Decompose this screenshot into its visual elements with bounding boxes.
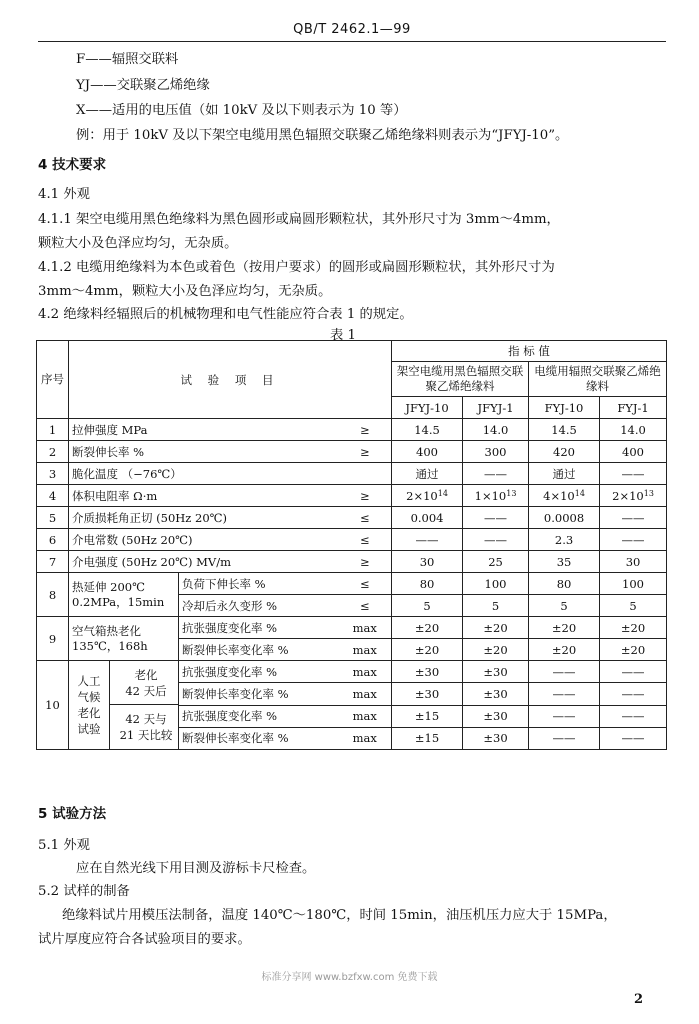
row-no: 2 <box>37 441 69 463</box>
row-item: 抗张强度变化率 % <box>179 705 339 727</box>
cell-value: ±20 <box>392 639 463 661</box>
condition-line: 气候 <box>77 690 101 704</box>
aging-42-days <box>110 661 178 705</box>
value-mantissa: 4×10 <box>543 488 575 503</box>
table-row <box>37 419 667 441</box>
code-fyj1: FYJ-1 <box>600 397 667 419</box>
table-row <box>37 551 667 573</box>
row-op: max <box>339 727 392 749</box>
section-5-title: 5 试验方法 <box>38 806 107 822</box>
header-rule <box>38 41 666 42</box>
code-jfyj10: JFYJ-10 <box>392 397 463 419</box>
cell-value: —— <box>600 683 667 705</box>
spec-table <box>36 340 667 750</box>
row-item: 断裂伸长率变化率 % <box>179 727 339 749</box>
section-4-title: 4 技术要求 <box>38 157 107 173</box>
row-item: 断裂伸长率 % <box>69 441 339 463</box>
row-op: ≥ <box>339 551 392 573</box>
cell-value: 100 <box>463 573 529 595</box>
cell-value: —— <box>463 463 529 485</box>
cell-value: 5 <box>529 595 600 617</box>
row-op: max <box>339 705 392 727</box>
row-condition <box>69 617 179 661</box>
row-op: ≤ <box>339 573 392 595</box>
table-row <box>37 661 667 683</box>
row-no: 10 <box>37 661 69 750</box>
cell-value: —— <box>392 529 463 551</box>
row-item: 介电常数 (50Hz 20℃) <box>69 529 339 551</box>
section-4-1-2-line1: 4.1.2 电缆用绝缘料为本色或着色（按用户要求）的圆形或扁圆形颗粒状，其外形尺寸为 <box>38 260 555 275</box>
cell-value: ±15 <box>392 705 463 727</box>
cell-value: —— <box>600 727 667 749</box>
row-item: 负荷下伸长率 % <box>179 573 339 595</box>
row-item: 断裂伸长率变化率 % <box>179 683 339 705</box>
condition-line: 空气箱热老化 <box>72 623 141 638</box>
cell-value: ±30 <box>392 683 463 705</box>
cell-value: 80 <box>529 573 600 595</box>
section-4-2: 4.2 绝缘料经辐照后的机械物理和电气性能应符合表 1 的规定。 <box>38 307 413 322</box>
row-condition <box>69 661 179 750</box>
row-no: 9 <box>37 617 69 661</box>
cell-value: ±30 <box>463 727 529 749</box>
cell-value: 30 <box>600 551 667 573</box>
cell-value: —— <box>529 705 600 727</box>
code-jfyj1: JFYJ-1 <box>463 397 529 419</box>
section-4-1-1-line1: 4.1.1 架空电缆用黑色绝缘料为黑色圆形或扁圆形颗粒状，其外形尺寸为 3mm～4mm， <box>38 212 560 227</box>
code-fyj10: FYJ-10 <box>529 397 600 419</box>
row-op <box>339 463 392 485</box>
cell-value: —— <box>529 683 600 705</box>
cell-value: 5 <box>463 595 529 617</box>
cell-value: 35 <box>529 551 600 573</box>
cell-value: —— <box>463 529 529 551</box>
section-5-2: 5.2 试样的制备 <box>38 884 130 899</box>
condition-line: 人工 <box>77 674 101 688</box>
cell-value: ±20 <box>463 639 529 661</box>
header-no: 序号 <box>37 341 69 419</box>
cell-value: ±30 <box>463 683 529 705</box>
cell-value: 25 <box>463 551 529 573</box>
table-row <box>37 529 667 551</box>
cell-value: —— <box>529 661 600 683</box>
row-no: 6 <box>37 529 69 551</box>
row-op: max <box>339 661 392 683</box>
value-exponent: 14 <box>574 488 585 498</box>
cell-value: ±20 <box>529 639 600 661</box>
condition-line: 21 天比较 <box>119 728 173 742</box>
row-item: 抗张强度变化率 % <box>179 661 339 683</box>
table-row <box>37 485 667 507</box>
page-header-code: QB/T 2462.1—99 <box>293 22 411 37</box>
cell-value: 通过 <box>529 463 600 485</box>
cell-value: ±20 <box>392 617 463 639</box>
row-item: 拉伸强度 MPa <box>69 419 339 441</box>
row-op: ≤ <box>339 507 392 529</box>
section-4-1-2-line2: 3mm～4mm，颗粒大小及色泽应均匀，无杂质。 <box>38 284 332 299</box>
condition-line: 老化 <box>77 706 101 720</box>
cell-value: 300 <box>463 441 529 463</box>
cell-value: 80 <box>392 573 463 595</box>
row-op: ≥ <box>339 485 392 507</box>
weathering-label <box>69 661 110 749</box>
section-5-2-line1: 绝缘料试片用模压法制备，温度 140℃～180℃，时间 15min，油压机压力应大于 15MPa， <box>62 908 617 923</box>
cell-value: 14.0 <box>600 419 667 441</box>
cell-value: 通过 <box>392 463 463 485</box>
cell-value: ±30 <box>463 661 529 683</box>
header-value: 指 标 值 <box>392 341 667 362</box>
value-exponent: 14 <box>437 488 448 498</box>
section-4-1: 4.1 外观 <box>38 187 90 202</box>
value-mantissa: 2×10 <box>406 488 438 503</box>
row-no: 5 <box>37 507 69 529</box>
cell-value <box>529 485 600 507</box>
cell-value: 14.5 <box>392 419 463 441</box>
row-no: 1 <box>37 419 69 441</box>
cell-value: ±20 <box>463 617 529 639</box>
cell-value <box>463 485 529 507</box>
cell-value: 30 <box>392 551 463 573</box>
header-group-cable: 电缆用辐照交联聚乙烯绝缘料 <box>529 362 667 397</box>
row-item: 脆化温度 （−76℃） <box>69 463 339 485</box>
condition-line: 热延伸 200℃ <box>72 579 145 594</box>
row-op: ≤ <box>339 595 392 617</box>
condition-line: 老化 <box>134 667 158 682</box>
row-item: 抗张强度变化率 % <box>179 617 339 639</box>
condition-line: 42 天后 <box>125 683 167 698</box>
def-x: X——适用的电压值（如 10kV 及以下则表示为 10 等） <box>76 103 407 118</box>
table-row <box>37 507 667 529</box>
def-f: F——辐照交联料 <box>76 52 179 67</box>
condition-line: 42 天与 <box>125 712 167 726</box>
condition-line: 135℃，168h <box>72 638 148 653</box>
row-op: ≤ <box>339 529 392 551</box>
section-5-2-line2: 试片厚度应符合各试验项目的要求。 <box>38 932 251 947</box>
cell-value: ±15 <box>392 727 463 749</box>
row-no: 4 <box>37 485 69 507</box>
cell-value: —— <box>463 507 529 529</box>
cell-value: —— <box>600 507 667 529</box>
cell-value: ±30 <box>392 661 463 683</box>
cell-value: ±20 <box>529 617 600 639</box>
row-condition <box>69 573 179 617</box>
row-item: 介电强度 (50Hz 20℃) MV/m <box>69 551 339 573</box>
cell-value: 420 <box>529 441 600 463</box>
cell-value: —— <box>600 661 667 683</box>
cell-value: —— <box>600 463 667 485</box>
cell-value: 14.0 <box>463 419 529 441</box>
page-number: 2 <box>634 992 644 1007</box>
aging-42-vs-21-days <box>110 705 178 749</box>
row-no: 7 <box>37 551 69 573</box>
cell-value <box>392 485 463 507</box>
cell-value <box>600 485 667 507</box>
row-op: max <box>339 683 392 705</box>
section-5-1: 5.1 外观 <box>38 838 90 853</box>
cell-value: 14.5 <box>529 419 600 441</box>
row-item: 冷却后永久变形 % <box>179 595 339 617</box>
section-5-1-text: 应在自然光线下用目测及游标卡尺检查。 <box>76 861 316 876</box>
cell-value: —— <box>600 529 667 551</box>
row-no: 3 <box>37 463 69 485</box>
cell-value: 0.0008 <box>529 507 600 529</box>
header-item: 试 验 项 目 <box>69 341 392 419</box>
section-4-1-1-line2: 颗粒大小及色泽应均匀，无杂质。 <box>38 236 238 251</box>
value-mantissa: 2×10 <box>612 488 644 503</box>
table-caption: 表 1 <box>330 328 356 343</box>
cell-value: —— <box>529 727 600 749</box>
row-op: ≥ <box>339 419 392 441</box>
cell-value: 5 <box>600 595 667 617</box>
table-row <box>37 573 667 595</box>
header-group-overhead: 架空电缆用黑色辐照交联聚乙烯绝缘料 <box>392 362 529 397</box>
table-row <box>37 441 667 463</box>
row-item: 介质损耗角正切 (50Hz 20℃) <box>69 507 339 529</box>
table-row <box>37 463 667 485</box>
cell-value: 400 <box>600 441 667 463</box>
cell-value: ±20 <box>600 639 667 661</box>
cell-value: ±30 <box>463 705 529 727</box>
value-mantissa: 1×10 <box>474 488 507 503</box>
watermark-footer: 标准分享网 www.bzfxw.com 免费下载 <box>261 972 438 983</box>
cell-value: ±20 <box>600 617 667 639</box>
cell-value: 0.004 <box>392 507 463 529</box>
value-exponent: 13 <box>506 488 517 498</box>
table-row <box>37 617 667 639</box>
condition-line: 0.2MPa，15min <box>72 594 165 609</box>
value-exponent: 13 <box>643 488 654 498</box>
row-no: 8 <box>37 573 69 617</box>
cell-value: 5 <box>392 595 463 617</box>
row-item: 断裂伸长率变化率 % <box>179 639 339 661</box>
def-example: 例：用于 10kV 及以下架空电缆用黑色辐照交联聚乙烯绝缘料则表示为“JFYJ-10”。 <box>76 128 569 143</box>
row-item: 体积电阻率 Ω·m <box>69 485 339 507</box>
row-op: ≥ <box>339 441 392 463</box>
row-op: max <box>339 639 392 661</box>
row-op: max <box>339 617 392 639</box>
cell-value: 100 <box>600 573 667 595</box>
cell-value: —— <box>600 705 667 727</box>
def-yj: YJ——交联聚乙烯绝缘 <box>76 78 210 93</box>
cell-value: 400 <box>392 441 463 463</box>
cell-value: 2.3 <box>529 529 600 551</box>
condition-line: 试验 <box>77 722 101 736</box>
